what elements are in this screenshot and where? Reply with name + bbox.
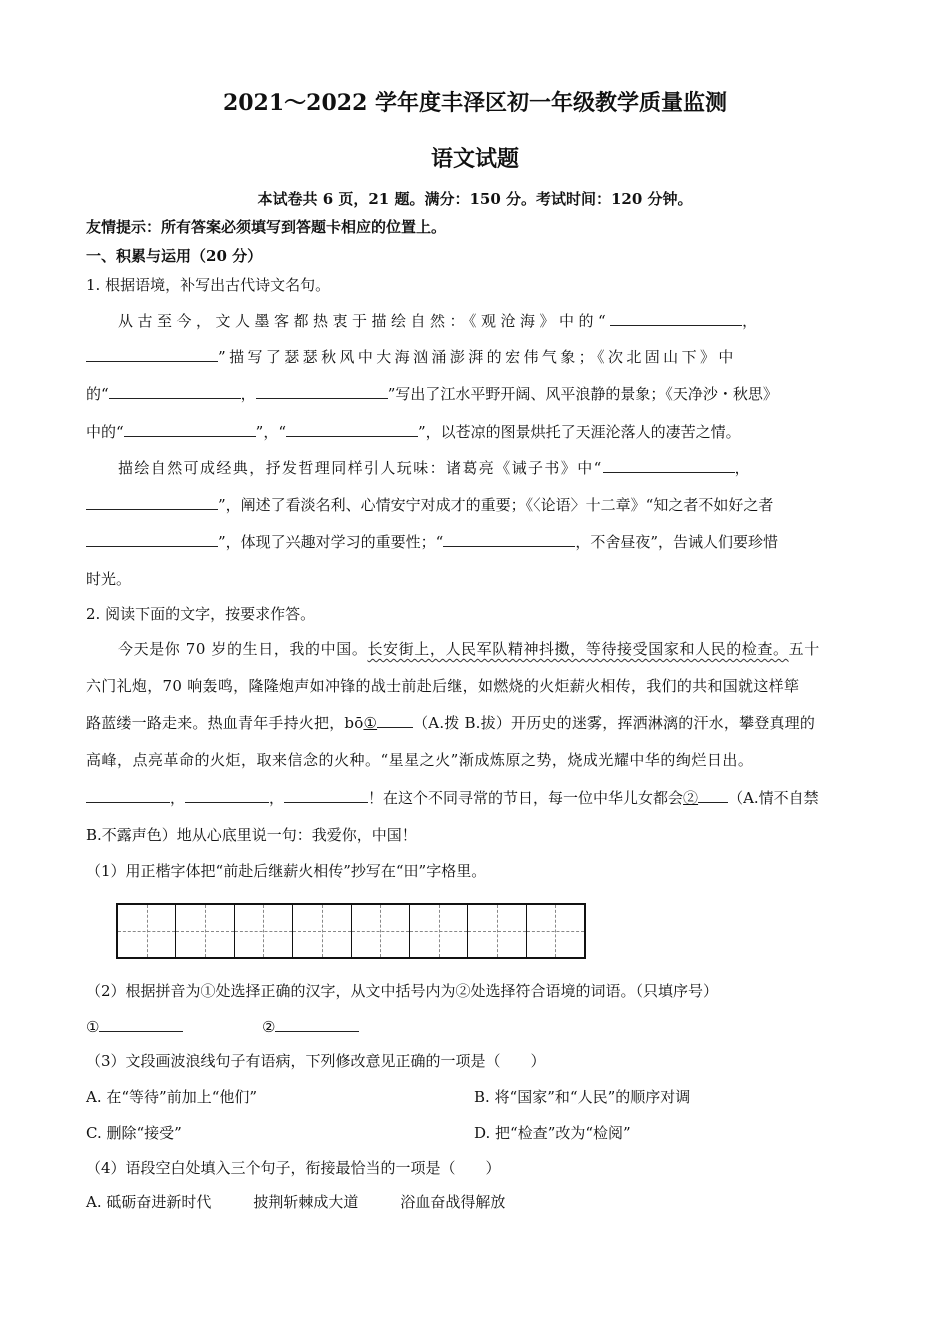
q2-passage-line5: ， ， ！在这个不同寻常的节日，每一位中华儿女都会② （A.情不自禁 <box>86 787 819 808</box>
option-a[interactable]: A. 在“等待”前加上“他们” <box>86 1088 258 1106</box>
q2-sub2-blank-1: ① <box>86 1016 183 1036</box>
q2-sub2: （2）根据拼音为①处选择正确的汉字，从文中括号内为②处选择符合语境的词语。（只填序号） <box>86 982 719 1000</box>
answer-blank[interactable] <box>377 712 413 728</box>
q2-prompt: 2. 阅读下面的文字，按要求作答。 <box>86 605 316 623</box>
q1-p1-line2: ”描写了瑟瑟秋风中大海汹涌澎湃的宏伟气象；《次北固山下》中 <box>86 346 737 367</box>
grid-cell[interactable] <box>467 905 525 957</box>
q1-prompt: 1. 根据语境，补写出古代诗文名句。 <box>86 276 331 294</box>
answer-blank[interactable] <box>124 421 256 437</box>
section-heading: 一、积累与运用（20 分） <box>86 247 263 265</box>
q2-passage-line2: 六门礼炮，70 响轰鸣，隆隆炮声如冲锋的战士前赴后继，如燃烧的火炬薪火相传，我们的共和国就这样筚 <box>86 677 800 695</box>
exam-info: 本试卷共 6 页，21 题。满分：150 分。考试时间：120 分钟。 <box>257 190 693 208</box>
grid-cell[interactable] <box>526 905 584 957</box>
wavy-sentence: 长安街上，人民军队精神抖擞，等待接受国家和人民的检查。 <box>367 640 789 658</box>
answer-blank[interactable] <box>443 531 575 547</box>
answer-blank[interactable] <box>86 531 218 547</box>
answer-blank[interactable] <box>603 457 735 473</box>
option-b[interactable]: B. 将“国家”和“人民”的顺序对调 <box>474 1088 691 1106</box>
grid-cell[interactable] <box>409 905 467 957</box>
q2-sub1: （1）用正楷字体把“前赴后继薪火相传”抄写在“田”字格里。 <box>86 862 487 880</box>
answer-blank[interactable] <box>86 346 218 362</box>
grid-cell[interactable] <box>292 905 350 957</box>
answer-blank[interactable] <box>256 383 388 399</box>
answer-blank[interactable] <box>185 787 269 803</box>
answer-blank[interactable] <box>86 787 170 803</box>
grid-cell[interactable] <box>118 905 175 957</box>
answer-blank[interactable] <box>109 383 241 399</box>
q2-sub2-blank-2: ② <box>262 1016 359 1036</box>
q1-p1-line4: 中的“ ”，“ ”，以苍凉的图景烘托了天涯沦落人的凄苦之情。 <box>86 423 741 441</box>
q2-sub4-option-a[interactable]: A. 砥砺奋进新时代 披荆斩棘成大道 浴血奋战得解放 <box>86 1193 506 1211</box>
q2-sub3: （3）文段画波浪线句子有语病，下列修改意见正确的一项是（ ） <box>86 1052 546 1070</box>
q1-p1-line3: 的“ ， ”写出了江水平野开阔、风平浪静的景象；《天净沙・秋思》 <box>86 385 778 403</box>
tianzi-grid <box>116 903 586 959</box>
option-d[interactable]: D. 把“检查”改为“检阅” <box>474 1124 631 1142</box>
q2-passage-line1: 今天是你 70 岁的生日，我的中国。长安街上，人民军队精神抖擞，等待接受国家和人民的检查。五十 <box>118 640 820 658</box>
answer-blank[interactable] <box>286 421 418 437</box>
answer-blank[interactable] <box>275 1016 359 1032</box>
q1-p2-line4: 时光。 <box>86 570 132 588</box>
q1-p1-line1: 从古至今，文人墨客都热衷于描绘自然：《观沧海》中的“ ， <box>118 312 758 330</box>
q2-passage-line4: 高峰，点亮革命的火炬，取来信念的火种。“星星之火”渐成炼原之势，烧成光耀中华的绚烂日出。 <box>86 751 754 769</box>
q1-p2-line2: ”，阐述了看淡名利、心情安宁对成才的重要；《〈论语〉十二章》“知之者不如好之者 <box>86 494 773 515</box>
q2-passage-line3: 路蓝缕一路走来。热血青年手持火把，bō① （A.拨 B.拔）开历史的迷雾，挥洒淋漓的汗水，攀登真理的 <box>86 714 816 732</box>
q1-p2-line3: ”，体现了兴趣对学习的重要性；“ ，不舍昼夜”，告诫人们要珍惜 <box>86 531 778 552</box>
answer-blank[interactable] <box>284 787 368 803</box>
q2-passage-line6: B.不露声色）地从心底里说一句：我爱你，中国！ <box>86 826 417 844</box>
answer-blank[interactable] <box>86 494 218 510</box>
grid-cell[interactable] <box>175 905 233 957</box>
page-subtitle: 语文试题 <box>430 146 519 172</box>
option-c[interactable]: C. 删除“接受” <box>86 1124 182 1142</box>
answer-blank[interactable] <box>99 1016 183 1032</box>
q1-p2-line1: 描绘自然可成经典，抒发哲理同样引人玩味：诸葛亮《诫子书》中“ ， <box>118 459 750 477</box>
grid-cell[interactable] <box>234 905 292 957</box>
answer-blank[interactable] <box>610 310 742 326</box>
q2-sub4: （4）语段空白处填入三个句子，衔接最恰当的一项是（ ） <box>86 1159 501 1177</box>
page-title: 2021～2022 学年度丰泽区初一年级教学质量监测 <box>222 90 728 116</box>
grid-cell[interactable] <box>351 905 409 957</box>
answer-blank[interactable] <box>698 787 728 803</box>
friendly-tip: 友情提示：所有答案必须填写到答题卡相应的位置上。 <box>86 218 447 236</box>
